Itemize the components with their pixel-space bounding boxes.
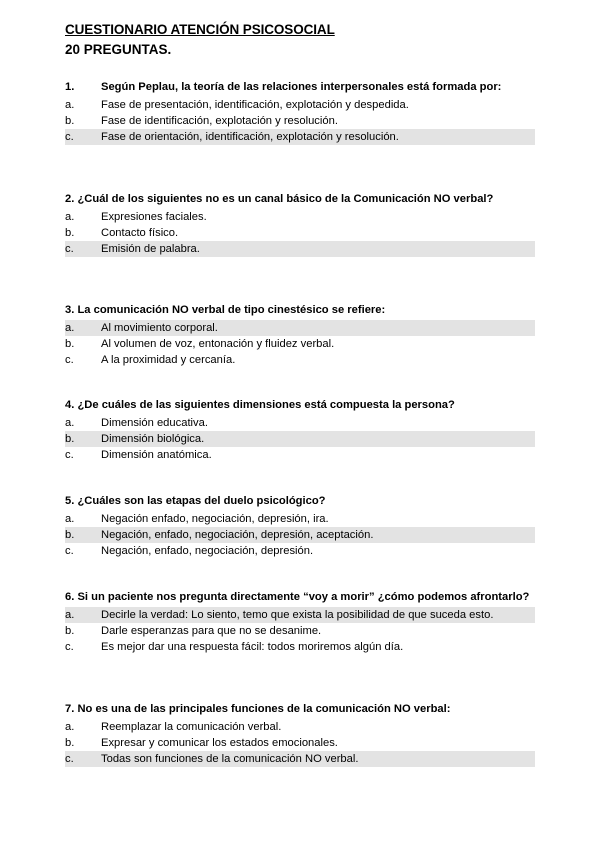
option-list xyxy=(65,511,535,559)
question-body: Según Peplau, la teoría de las relaciones interpersonales está formada por: xyxy=(101,81,502,93)
option-text: Es mejor dar una respuesta fácil: todos moriremos algún día. xyxy=(101,640,404,653)
option-letter: b. xyxy=(65,226,75,239)
option-text: Negación enfado, negociación, depresión, ira. xyxy=(101,512,329,525)
question-body: No es una de las principales funciones de la comunicación NO verbal: xyxy=(77,703,451,715)
option-letter: b. xyxy=(65,624,75,637)
option-a xyxy=(65,511,535,527)
option-list xyxy=(65,320,535,368)
option-list xyxy=(65,607,535,655)
question-number: 2. xyxy=(65,193,75,205)
option-letter: c. xyxy=(65,640,74,653)
option-letter: b. xyxy=(65,114,75,127)
option-text: Expresiones faciales. xyxy=(101,210,207,223)
option-text: Dimensión educativa. xyxy=(101,416,208,429)
question-text xyxy=(65,80,535,96)
option-letter: c. xyxy=(65,448,74,461)
question-number: 7. xyxy=(65,703,75,715)
option-a xyxy=(65,320,535,336)
option-a xyxy=(65,209,535,225)
option-text: Negación, enfado, negociación, depresión. xyxy=(101,544,314,557)
question-number: 4. xyxy=(65,399,75,411)
option-b xyxy=(65,336,535,352)
option-text: A la proximidad y cercanía. xyxy=(101,353,236,366)
question-body: Si un paciente nos pregunta directamente “voy a morir” ¿cómo podemos afrontarlo? xyxy=(77,591,530,603)
question-text xyxy=(65,494,535,510)
question-text xyxy=(65,192,535,208)
option-text: Contacto físico. xyxy=(101,226,179,239)
option-list xyxy=(65,209,535,257)
option-letter: a. xyxy=(65,607,85,623)
option-letter: a. xyxy=(65,416,75,429)
option-a xyxy=(65,719,535,735)
option-text: Dimensión anatómica. xyxy=(101,448,212,461)
option-c xyxy=(65,639,535,655)
option-list xyxy=(65,97,535,145)
option-letter: b. xyxy=(65,736,75,749)
question-text xyxy=(65,398,535,414)
option-list xyxy=(65,415,535,463)
option-letter: c. xyxy=(65,129,85,145)
option-c xyxy=(65,129,535,145)
option-text: Reemplazar la comunicación verbal. xyxy=(101,720,282,733)
question-4 xyxy=(65,398,535,463)
option-letter: a. xyxy=(65,210,75,223)
question-2 xyxy=(65,192,535,257)
question-text xyxy=(65,702,535,718)
option-c xyxy=(65,447,535,463)
document-title: CUESTIONARIO ATENCIÓN PSICOSOCIAL xyxy=(65,22,335,37)
question-3 xyxy=(65,303,535,368)
question-1 xyxy=(65,80,535,145)
option-b xyxy=(65,527,535,543)
question-7 xyxy=(65,702,535,767)
option-letter: c. xyxy=(65,353,74,366)
question-number: 1. xyxy=(65,81,75,93)
question-text xyxy=(65,303,535,319)
option-c xyxy=(65,241,535,257)
question-5 xyxy=(65,494,535,559)
question-6 xyxy=(65,590,535,655)
option-b xyxy=(65,225,535,241)
option-letter: c. xyxy=(65,241,85,257)
option-c xyxy=(65,352,535,368)
question-body: La comunicación NO verbal de tipo cinestésico se refiere: xyxy=(77,304,386,316)
option-c xyxy=(65,543,535,559)
question-number: 6. xyxy=(65,591,75,603)
question-body: ¿De cuáles de las siguientes dimensiones está compuesta la persona? xyxy=(77,399,455,411)
option-letter: a. xyxy=(65,320,85,336)
option-text: Todas son funciones de la comunicación NO verbal. xyxy=(101,752,359,765)
option-text: Al volumen de voz, entonación y fluidez verbal. xyxy=(101,337,335,350)
option-b xyxy=(65,113,535,129)
option-letter: b. xyxy=(65,431,85,447)
option-text: Emisión de palabra. xyxy=(101,242,200,255)
document-subtitle: 20 PREGUNTAS. xyxy=(65,42,172,57)
option-letter: b. xyxy=(65,527,85,543)
option-letter: a. xyxy=(65,720,75,733)
option-b xyxy=(65,431,535,447)
option-text: Fase de identificación, explotación y resolución. xyxy=(101,114,338,127)
option-a xyxy=(65,607,535,623)
option-text: Fase de presentación, identificación, explotación y despedida. xyxy=(101,98,409,111)
option-letter: a. xyxy=(65,98,75,111)
option-text: Darle esperanzas para que no se desanime. xyxy=(101,624,322,637)
option-letter: a. xyxy=(65,512,75,525)
option-a xyxy=(65,415,535,431)
option-list xyxy=(65,719,535,767)
option-text: Decirle la verdad: Lo siento, temo que exista la posibilidad de que suceda esto. xyxy=(101,608,494,621)
question-number: 5. xyxy=(65,495,75,507)
option-a xyxy=(65,97,535,113)
option-letter: c. xyxy=(65,751,85,767)
option-text: Al movimiento corporal. xyxy=(101,321,218,334)
option-text: Expresar y comunicar los estados emocionales. xyxy=(101,736,338,749)
option-c xyxy=(65,751,535,767)
question-body: ¿Cuáles son las etapas del duelo psicológico? xyxy=(77,495,326,507)
option-letter: c. xyxy=(65,544,74,557)
option-b xyxy=(65,623,535,639)
question-body: ¿Cuál de los siguientes no es un canal básico de la Comunicación NO verbal? xyxy=(77,193,494,205)
option-text: Fase de orientación, identificación, explotación y resolución. xyxy=(101,130,399,143)
option-b xyxy=(65,735,535,751)
question-text xyxy=(65,590,535,606)
question-number: 3. xyxy=(65,304,75,316)
option-text: Negación, enfado, negociación, depresión, aceptación. xyxy=(101,528,374,541)
option-text: Dimensión biológica. xyxy=(101,432,205,445)
option-letter: b. xyxy=(65,337,75,350)
